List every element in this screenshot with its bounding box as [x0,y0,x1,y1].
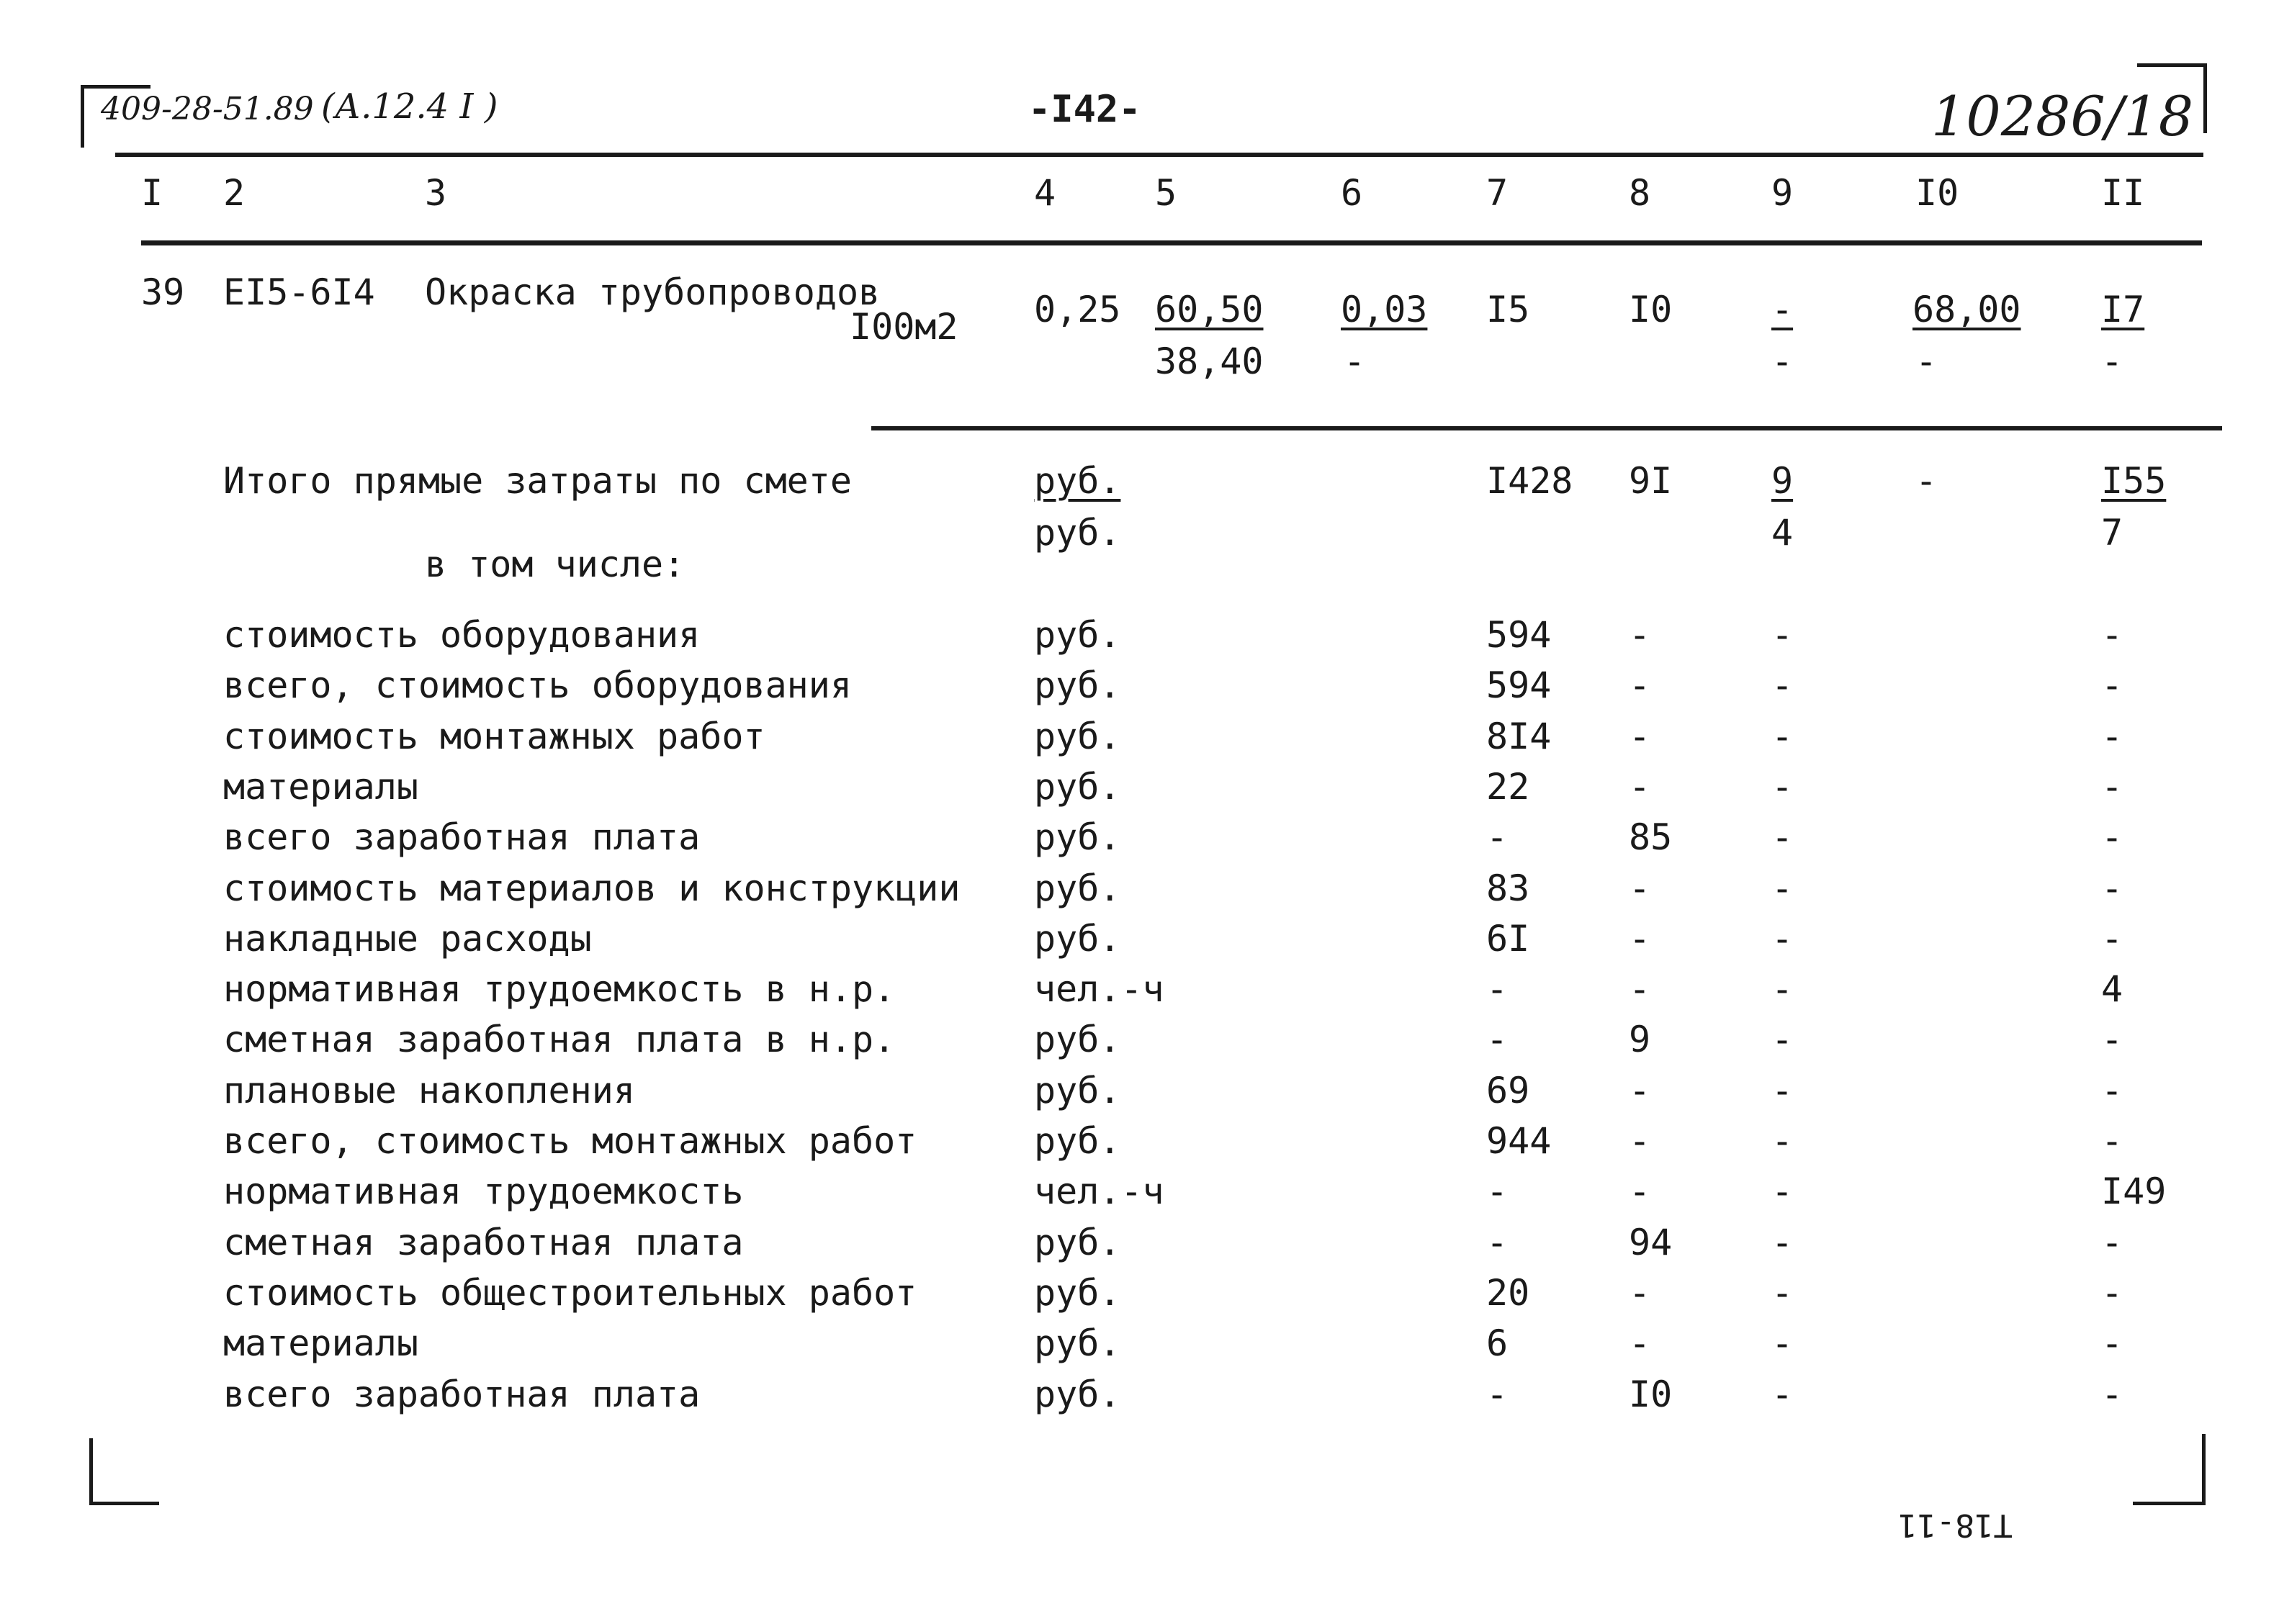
table-row [0,1320,2279,1371]
row-col11: - [2101,867,2123,909]
item-col7: I5 [1486,289,1530,330]
table-row [0,1168,2279,1219]
row-col8: - [1629,1120,1651,1162]
row-col7: - [1486,1019,1509,1060]
row-col7: 69 [1486,1070,1530,1111]
row-col8: - [1629,1170,1651,1212]
row-col9: - [1771,1019,1794,1060]
row-col11: - [2101,1120,2123,1162]
table-row [0,966,2279,1016]
row-col9: - [1771,1070,1794,1111]
row-col11: - [2101,1322,2123,1364]
corner-bracket-bottom-right [2133,1434,2206,1505]
table-row [0,1219,2279,1270]
column-header-rule [141,240,2202,245]
item-code: EI5-6I4 [223,271,375,313]
album-reference: (А.12.4 I ) [321,86,498,127]
row-col9: - [1771,1222,1794,1263]
item-col9-top: - [1771,289,1794,330]
row-col8: - [1629,968,1651,1010]
item-col11-top: I7 [2101,289,2145,330]
row-label: всего заработная плата [223,816,701,858]
item-col6-top: 0,03 [1341,289,1428,330]
doc-code: 409-28-51.89 [101,91,314,127]
item-unit: I00м2 [850,306,958,348]
item-col5-bottom: 38,40 [1155,340,1264,382]
item-quantity: 0,25 [1034,289,1121,330]
column-header-1: I [141,172,163,214]
row-col7: 594 [1486,614,1552,656]
item-col10-bottom: - [1915,340,1938,382]
table-row [0,612,2279,662]
row-label: нормативная трудоемкость [223,1170,744,1212]
row-col8: - [1629,766,1651,808]
row-label: сметная заработная плата в н.р. [223,1019,896,1060]
row-col7: 6I [1486,918,1530,960]
item-col8: I0 [1629,289,1673,330]
totals-col9-bottom: 4 [1771,512,1794,554]
row-col7: - [1486,1222,1509,1263]
column-header-8: 8 [1629,172,1651,214]
row-unit: руб. [1034,614,1121,656]
row-col9: - [1771,716,1794,757]
sheet-number: 10286/18 [1931,84,2194,148]
row-col7: - [1486,968,1509,1010]
row-unit: руб. [1034,816,1121,858]
item-col5-top: 60,50 [1155,289,1264,330]
row-col7: 22 [1486,766,1530,808]
row-col8: 94 [1629,1222,1673,1263]
column-header-6: 6 [1341,172,1363,214]
row-col11: - [2101,766,2123,808]
item-col10-top: 68,00 [1912,289,2021,330]
row-col11: - [2101,716,2123,757]
row-col8: - [1629,1272,1651,1314]
item-number: 39 [141,271,185,313]
column-header-9: 9 [1771,172,1794,214]
totals-col8: 9I [1629,460,1673,502]
row-col11: - [2101,1272,2123,1314]
row-col7: 20 [1486,1272,1530,1314]
column-header-10: I0 [1915,172,1959,214]
totals-unit-bottom: руб. [1034,512,1121,554]
row-col8: 9 [1629,1019,1651,1060]
row-unit: руб. [1034,1373,1121,1415]
item-rule [871,426,2222,430]
table-row [0,764,2279,814]
row-col8: - [1629,1322,1651,1364]
row-col9: - [1771,1322,1794,1364]
row-col8: 85 [1629,816,1673,858]
inverted-stamp: T18-11 [1898,1507,2013,1543]
row-label: нормативная трудоемкость в н.р. [223,968,896,1010]
row-col7: 83 [1486,867,1530,909]
row-label: стоимость общестроительных работ [223,1272,917,1314]
item-col6-bottom: - [1344,340,1366,382]
table-row [0,1371,2279,1422]
row-col11: - [2101,614,2123,656]
row-col11: - [2101,1222,2123,1263]
table-row [0,1016,2279,1067]
table-row [0,916,2279,966]
row-unit: руб. [1034,1070,1121,1111]
row-col11: - [2101,1373,2123,1415]
table-row [0,1068,2279,1118]
table-row [0,662,2279,713]
row-unit: руб. [1034,1322,1121,1364]
row-col11: - [2101,1070,2123,1111]
row-label: всего заработная плата [223,1373,701,1415]
row-col7: 8I4 [1486,716,1552,757]
row-col9: - [1771,766,1794,808]
row-unit: руб. [1034,1272,1121,1314]
item-name: Окраска трубопроводов [425,271,881,313]
row-col9: - [1771,614,1794,656]
table-row [0,865,2279,916]
row-col7: 944 [1486,1120,1552,1162]
row-unit: чел.-ч [1034,1170,1164,1212]
row-col9: - [1771,867,1794,909]
row-col8: I0 [1629,1373,1673,1415]
row-unit: руб. [1034,716,1121,757]
column-header-4: 4 [1034,172,1056,214]
page-number: -I42- [1028,88,1141,131]
totals-col10: - [1915,460,1938,502]
table-row [0,713,2279,764]
row-col9: - [1771,1373,1794,1415]
row-label: сметная заработная плата [223,1222,744,1263]
row-col9: - [1771,1120,1794,1162]
column-header-2: 2 [223,172,246,214]
row-unit: руб. [1034,918,1121,960]
row-col11: - [2101,816,2123,858]
row-col11: - [2101,918,2123,960]
row-label: стоимость оборудования [223,614,701,656]
totals-col9-top: 9 [1771,460,1794,502]
totals-col11-top: I55 [2101,460,2167,502]
row-col11: 4 [2101,968,2123,1010]
table-row [0,1270,2279,1320]
row-col8: - [1629,716,1651,757]
row-col7: 594 [1486,664,1552,706]
row-col9: - [1771,918,1794,960]
header-rule [115,153,2203,157]
row-label: накладные расходы [223,918,592,960]
row-unit: чел.-ч [1034,968,1164,1010]
totals-label: Итого прямые затраты по смете [223,460,852,502]
row-unit: руб. [1034,867,1121,909]
totals-col7: I428 [1486,460,1573,502]
row-label: материалы [223,1322,418,1364]
row-unit: руб. [1034,664,1121,706]
table-row [0,814,2279,865]
row-col8: - [1629,614,1651,656]
row-col11: - [2101,664,2123,706]
totals-including: в том числе: [425,543,686,585]
row-label: плановые накопления [223,1070,635,1111]
row-label: материалы [223,766,418,808]
row-col9: - [1771,664,1794,706]
row-label: всего, стоимость монтажных работ [223,1120,917,1162]
totals-unit-top: руб. [1034,460,1121,502]
row-label: стоимость монтажных работ [223,716,765,757]
row-col7: - [1486,816,1509,858]
column-header-5: 5 [1155,172,1177,214]
row-unit: руб. [1034,1019,1121,1060]
row-col7: - [1486,1170,1509,1212]
item-col9-bottom: - [1771,340,1794,382]
row-col7: 6 [1486,1322,1509,1364]
row-unit: руб. [1034,1120,1121,1162]
row-unit: руб. [1034,766,1121,808]
item-col11-bottom: - [2101,340,2123,382]
row-label: всего, стоимость оборудования [223,664,852,706]
row-col9: - [1771,1272,1794,1314]
row-col7: - [1486,1373,1509,1415]
row-label: стоимость материалов и конструкции [223,867,961,909]
row-col9: - [1771,1170,1794,1212]
totals-col11-bottom: 7 [2101,512,2123,554]
row-col9: - [1771,968,1794,1010]
column-header-11: II [2101,172,2145,214]
table-row [0,1118,2279,1168]
column-header-3: 3 [425,172,447,214]
row-col11: I49 [2101,1170,2167,1212]
row-col8: - [1629,867,1651,909]
row-col8: - [1629,664,1651,706]
row-col8: - [1629,1070,1651,1111]
column-header-7: 7 [1486,172,1509,214]
row-unit: руб. [1034,1222,1121,1263]
row-col8: - [1629,918,1651,960]
row-col11: - [2101,1019,2123,1060]
row-col9: - [1771,816,1794,858]
corner-bracket-bottom-left [89,1438,159,1505]
